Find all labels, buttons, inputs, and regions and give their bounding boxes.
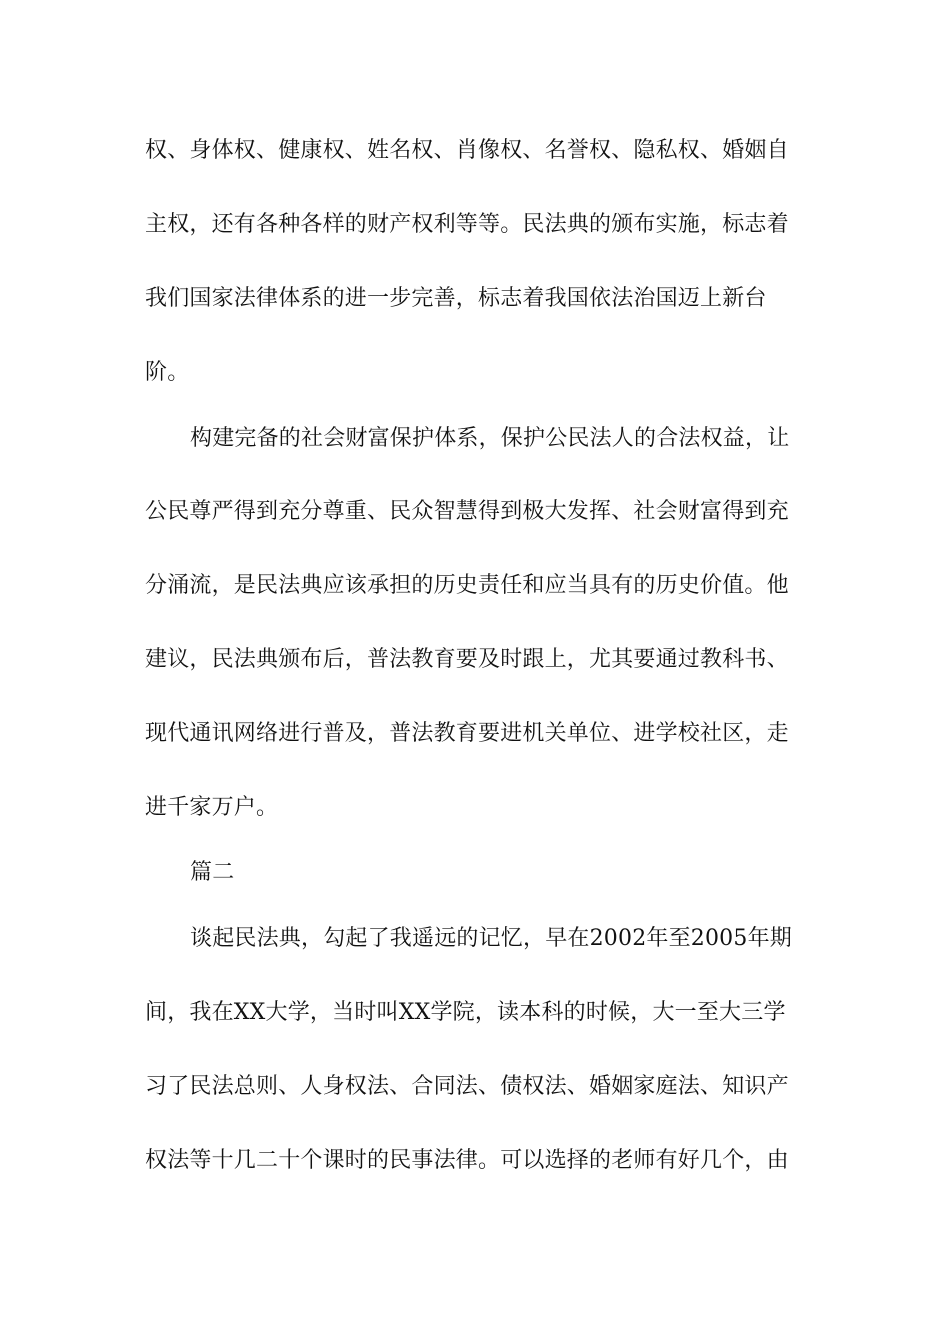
paragraph-line: 构建完备的社会财富保护体系，保护公民法人的合法权益，让 xyxy=(190,426,790,451)
paragraph-line: 间，我在XX大学，当时叫XX学院，读本科的时候，大一至大三学 xyxy=(145,1000,786,1025)
paragraph-line: 习了民法总则、人身权法、合同法、债权法、婚姻家庭法、知识产 xyxy=(145,1074,789,1099)
paragraph-line: 主权，还有各种各样的财产权利等等。民法典的颁布实施，标志着 xyxy=(145,212,789,237)
paragraph-line: 权法等十几二十个课时的民事法律。可以选择的老师有好几个，由 xyxy=(145,1148,789,1173)
section-heading: 篇二 xyxy=(190,860,235,885)
paragraph-line: 谈起民法典，勾起了我遥远的记忆，早在2002年至2005年期 xyxy=(190,926,792,951)
paragraph-line: 权、身体权、健康权、姓名权、肖像权、名誉权、隐私权、婚姻自 xyxy=(145,138,789,163)
paragraph-line: 现代通讯网络进行普及，普法教育要进机关单位、进学校社区，走 xyxy=(145,721,789,746)
paragraph-line: 分涌流，是民法典应该承担的历史责任和应当具有的历史价值。他 xyxy=(145,573,789,598)
paragraph-line: 我们国家法律体系的进一步完善，标志着我国依法治国迈上新台 xyxy=(145,286,767,311)
paragraph-line: 公民尊严得到充分尊重、民众智慧得到极大发挥、社会财富得到充 xyxy=(145,499,789,524)
paragraph-line: 阶。 xyxy=(145,360,190,385)
paragraph-line: 建议，民法典颁布后，普法教育要及时跟上，尤其要通过教科书、 xyxy=(145,647,789,672)
paragraph-line: 进千家万户。 xyxy=(145,795,279,820)
